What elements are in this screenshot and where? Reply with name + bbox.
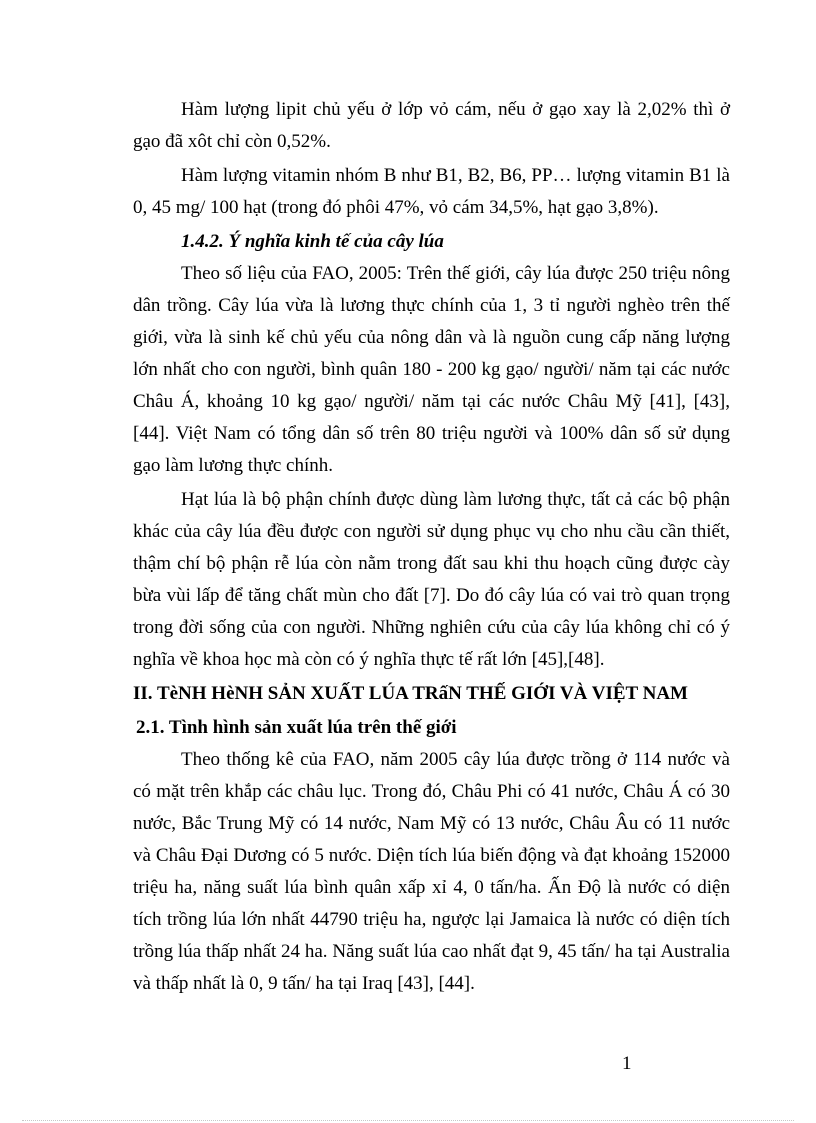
page-bottom-divider [22, 1120, 794, 1121]
section-heading-2-1: 2.1. Tình hình sản xuất lúa trên thế giới [136, 717, 457, 738]
section-heading-1-4-2: 1.4.2. Ý nghĩa kinh tế của cây lúa [181, 231, 444, 252]
section-heading-ii: II. TèNH HèNH SẢN XUẤT LÚA TRấN THẾ GIỚI VÀ VIỆT NAM [133, 683, 688, 704]
paragraph-rice-grain: Hạt lúa là bộ phận chính được dùng làm lương thực, tất cả các bộ phận khác của cây lúa đều được con người sử dụng phục vụ cho nhu cầu cần thiết, thậm chí bộ phận rễ lúa còn nằm trong đất sau khi thu hoạch cũng được cày bừa vùi lấp để tăng chất mùn cho đất [7]. Do đó cây lúa có vai trò quan trọng trong đời sống của con người. Những nghiên cứu của cây lúa không chỉ có ý nghĩa về khoa học mà còn có ý nghĩa thực tế rất lớn [45],[48]. [133, 489, 730, 670]
paragraph-world-production: Theo thống kê của FAO, năm 2005 cây lúa được trồng ở 114 nước và có mặt trên khắp các châu lục. Trong đó, Châu Phi có 41 nước, Châu Á có 30 nước, Bắc Trung Mỹ có 14 nước, Nam Mỹ có 13 nước, Châu Âu có 11 nước và Châu Đại Dương có 5 nước. Diện tích lúa biến động và đạt khoảng 152000 triệu ha, năng suất lúa bình quân xấp xỉ 4, 0 tấn/ha. Ấn Độ là nước có diện tích trồng lúa lớn nhất 44790 triệu ha, ngược lại Jamaica là nước có diện tích trồng lúa thấp nhất 24 ha. Năng suất lúa cao nhất đạt 9, 45 tấn/ ha tại Australia và thấp nhất là 0, 9 tấn/ ha tại Iraq [43], [44]. [133, 749, 730, 994]
page-body [133, 94, 730, 1000]
paragraph-vitamin: Hàm lượng vitamin nhóm B như B1, B2, B6, PP… lượng vitamin B1 là 0, 45 mg/ 100 hạt (trong đó phôi 47%, vỏ cám 34,5%, hạt gạo 3,8%). [133, 165, 730, 218]
page-number: 1 [622, 1053, 632, 1074]
paragraph-lipit: Hàm lượng lipit chủ yếu ở lớp vỏ cám, nếu ở gạo xay là 2,02% thì ở gạo đã xôt chỉ còn 0,52%. [133, 99, 730, 152]
paragraph-fao-2005: Theo số liệu của FAO, 2005: Trên thế giới, cây lúa được 250 triệu nông dân trồng. Cây lúa vừa là lương thực chính của 1, 3 tỉ người nghèo trên thế giới, vừa là sinh kế chủ yếu của nông dân và là nguồn cung cấp năng lượng lớn nhất cho con người, bình quân 180 - 200 kg gạo/ người/ năm tại các nước Châu Á, khoảng 10 kg gạo/ người/ năm tại các nước Châu Mỹ [41], [43], [44]. Việt Nam có tổng dân số trên 80 triệu người và 100% dân số sử dụng gạo làm lương thực chính. [133, 263, 730, 476]
